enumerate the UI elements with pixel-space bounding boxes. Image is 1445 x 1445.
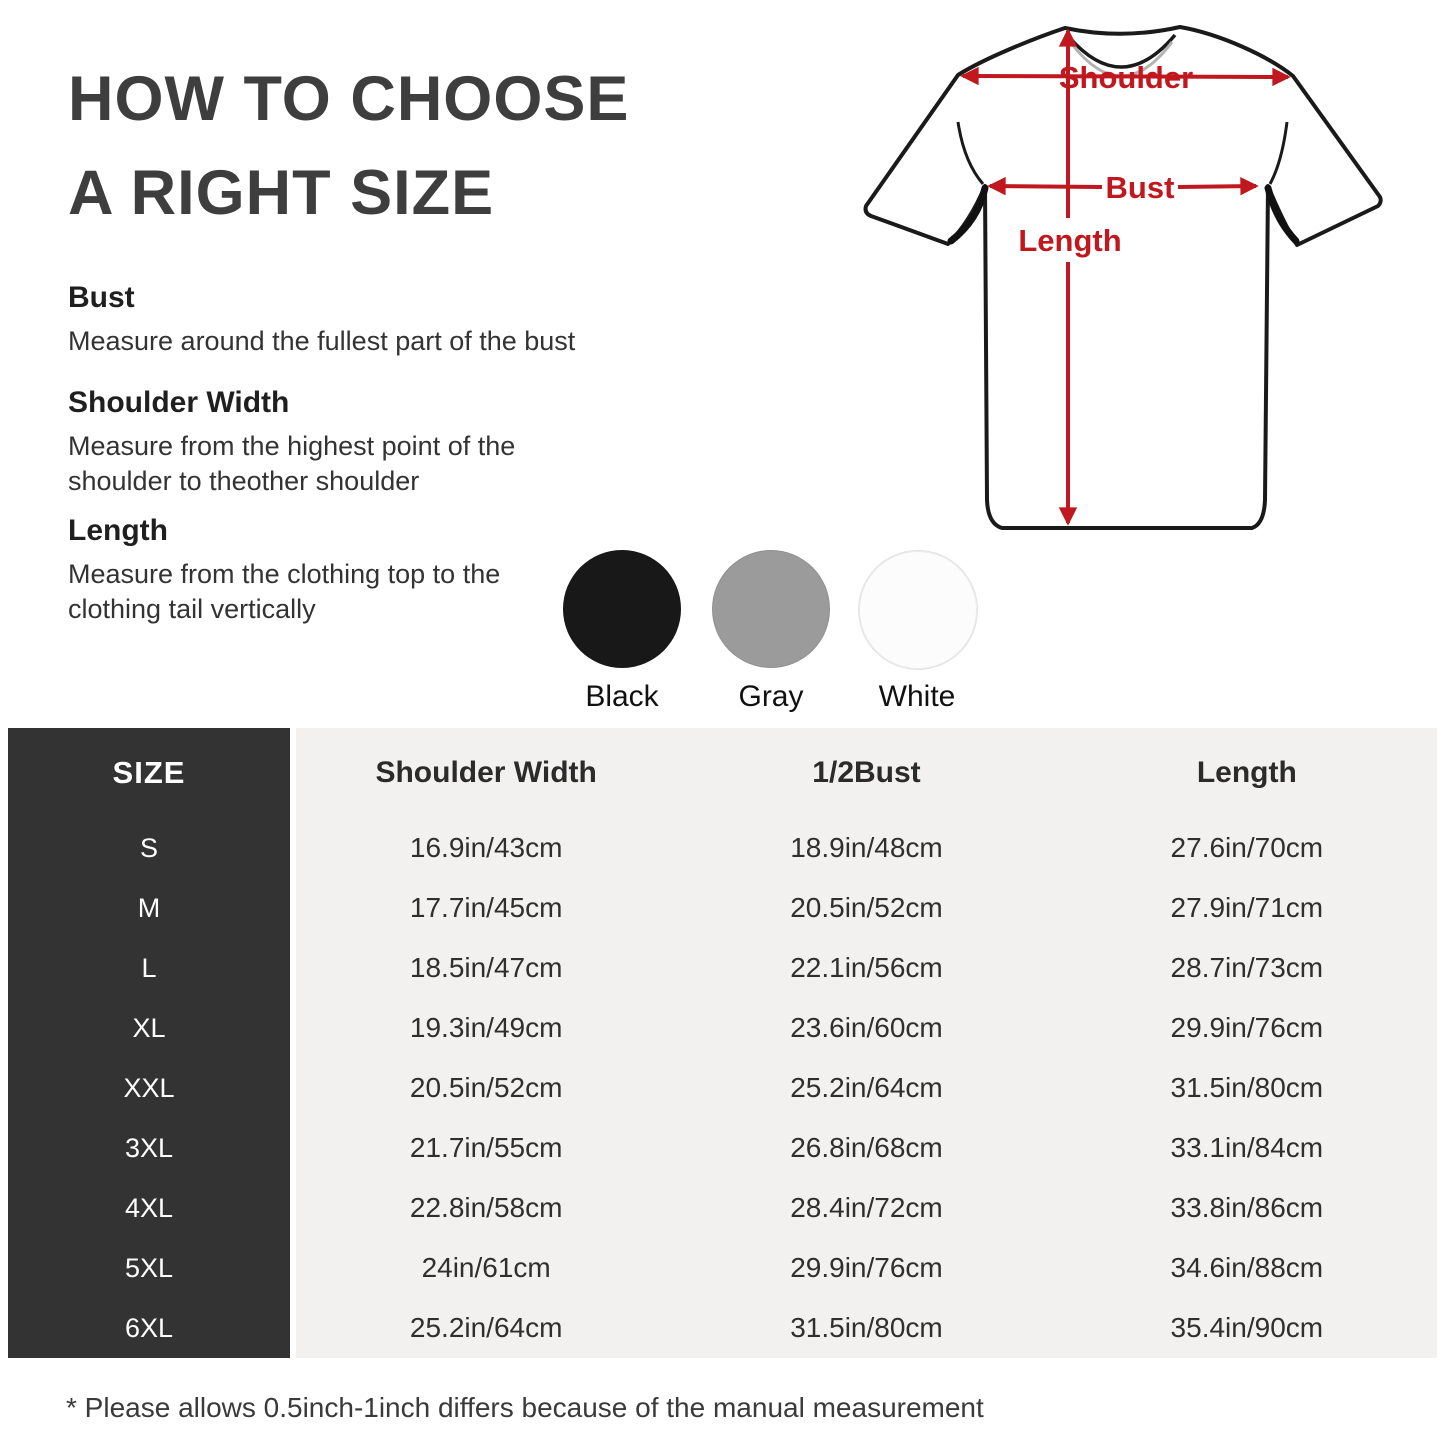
bust-arrow-left <box>990 186 1102 187</box>
bust-cell: 23.6in/60cm <box>790 1012 943 1043</box>
shoulder-cell: 16.9in/43cm <box>409 832 563 863</box>
gray-swatch-label: Gray <box>738 680 804 713</box>
table-row <box>296 1238 1437 1298</box>
instruction-bust-heading: Bust <box>68 281 135 314</box>
instruction-shoulder-text-line2: shoulder to theother shoulder <box>68 466 420 496</box>
black-color-swatch <box>563 550 681 668</box>
black-swatch-label: Black <box>585 680 659 713</box>
table-row <box>296 1298 1437 1358</box>
size-column-header: SIZE <box>112 755 186 790</box>
length-cell: 27.6in/70cm <box>1170 832 1324 863</box>
shoulder-cell: 22.8in/58cm <box>409 1192 563 1223</box>
instruction-shoulder-heading: Shoulder Width <box>68 386 290 419</box>
instruction-bust <box>68 281 575 359</box>
size-label-xl: XL <box>132 1012 166 1043</box>
size-label-6xl: 6XL <box>124 1312 174 1343</box>
shoulder-cell: 18.5in/47cm <box>409 952 563 983</box>
table-row <box>296 818 1437 878</box>
shoulder-arrow-label: Shoulder <box>1058 60 1194 95</box>
length-cell: 28.7in/73cm <box>1170 952 1324 983</box>
bust-cell: 20.5in/52cm <box>790 892 943 923</box>
instruction-shoulder-text-line1: Measure from the highest point of the <box>68 431 516 461</box>
size-label-s: S <box>139 832 158 863</box>
header-shoulder-width: Shoulder Width <box>375 756 597 789</box>
table-row <box>296 1058 1437 1118</box>
size-label-l: L <box>141 952 157 983</box>
length-cell: 29.9in/76cm <box>1170 1012 1324 1043</box>
length-cell: 31.5in/80cm <box>1170 1072 1324 1103</box>
shoulder-cell: 20.5in/52cm <box>409 1072 563 1103</box>
white-swatch-label: White <box>878 680 956 713</box>
bust-cell: 26.8in/68cm <box>790 1132 943 1163</box>
bust-arrow-label: Bust <box>1105 170 1175 205</box>
size-label-3xl: 3XL <box>124 1132 174 1163</box>
bust-cell: 18.9in/48cm <box>790 832 943 863</box>
shoulder-cell: 19.3in/49cm <box>409 1012 563 1043</box>
length-arrow-label: Length <box>1018 223 1122 258</box>
bust-cell: 25.2in/64cm <box>790 1072 943 1103</box>
table-row <box>296 878 1437 938</box>
length-cell: 35.4in/90cm <box>1170 1312 1324 1343</box>
shoulder-cell: 25.2in/64cm <box>409 1312 563 1343</box>
bust-arrow-right <box>1178 186 1256 187</box>
length-cell: 33.1in/84cm <box>1170 1132 1324 1163</box>
table-row <box>296 1118 1437 1178</box>
page-title-line1: HOW TO CHOOSE <box>68 64 630 134</box>
bust-cell: 31.5in/80cm <box>790 1312 943 1343</box>
length-cell: 34.6in/88cm <box>1170 1252 1324 1283</box>
instruction-length-heading: Length <box>68 514 168 547</box>
length-cell: 27.9in/71cm <box>1170 892 1324 923</box>
measurement-disclaimer: * Please allows 0.5inch-1inch differs because of the manual measurement <box>66 1392 984 1423</box>
size-table-size-column <box>8 728 290 1358</box>
table-row <box>296 1178 1437 1238</box>
table-row <box>296 998 1437 1058</box>
gray-color-swatch <box>712 550 830 668</box>
page-title-line2: A RIGHT SIZE <box>68 158 495 228</box>
instruction-length <box>68 514 500 627</box>
tshirt-measurement-diagram <box>850 10 1440 570</box>
shoulder-cell: 21.7in/55cm <box>409 1132 563 1163</box>
shoulder-cell: 17.7in/45cm <box>409 892 563 923</box>
instruction-bust-text: Measure around the fullest part of the bust <box>68 326 576 356</box>
bust-cell: 22.1in/56cm <box>790 952 943 983</box>
instruction-shoulder-width <box>68 386 515 499</box>
instruction-length-text-line2: clothing tail vertically <box>68 594 316 624</box>
header-half-bust: 1/2Bust <box>812 756 921 789</box>
size-label-m: M <box>137 892 161 923</box>
shoulder-cell: 24in/61cm <box>421 1252 551 1283</box>
header-length: Length <box>1196 756 1297 789</box>
instruction-length-text-line1: Measure from the clothing top to the <box>68 559 501 589</box>
bust-cell: 28.4in/72cm <box>790 1192 943 1223</box>
size-table-header-row <box>296 728 1437 818</box>
size-table-data <box>296 728 1437 1358</box>
page-title <box>68 52 629 240</box>
tshirt-outline <box>866 27 1381 528</box>
size-label-4xl: 4XL <box>124 1192 174 1223</box>
table-row <box>296 938 1437 998</box>
size-label-5xl: 5XL <box>124 1252 174 1283</box>
bust-cell: 29.9in/76cm <box>790 1252 943 1283</box>
size-label-xxl: XXL <box>123 1072 175 1103</box>
length-cell: 33.8in/86cm <box>1170 1192 1324 1223</box>
